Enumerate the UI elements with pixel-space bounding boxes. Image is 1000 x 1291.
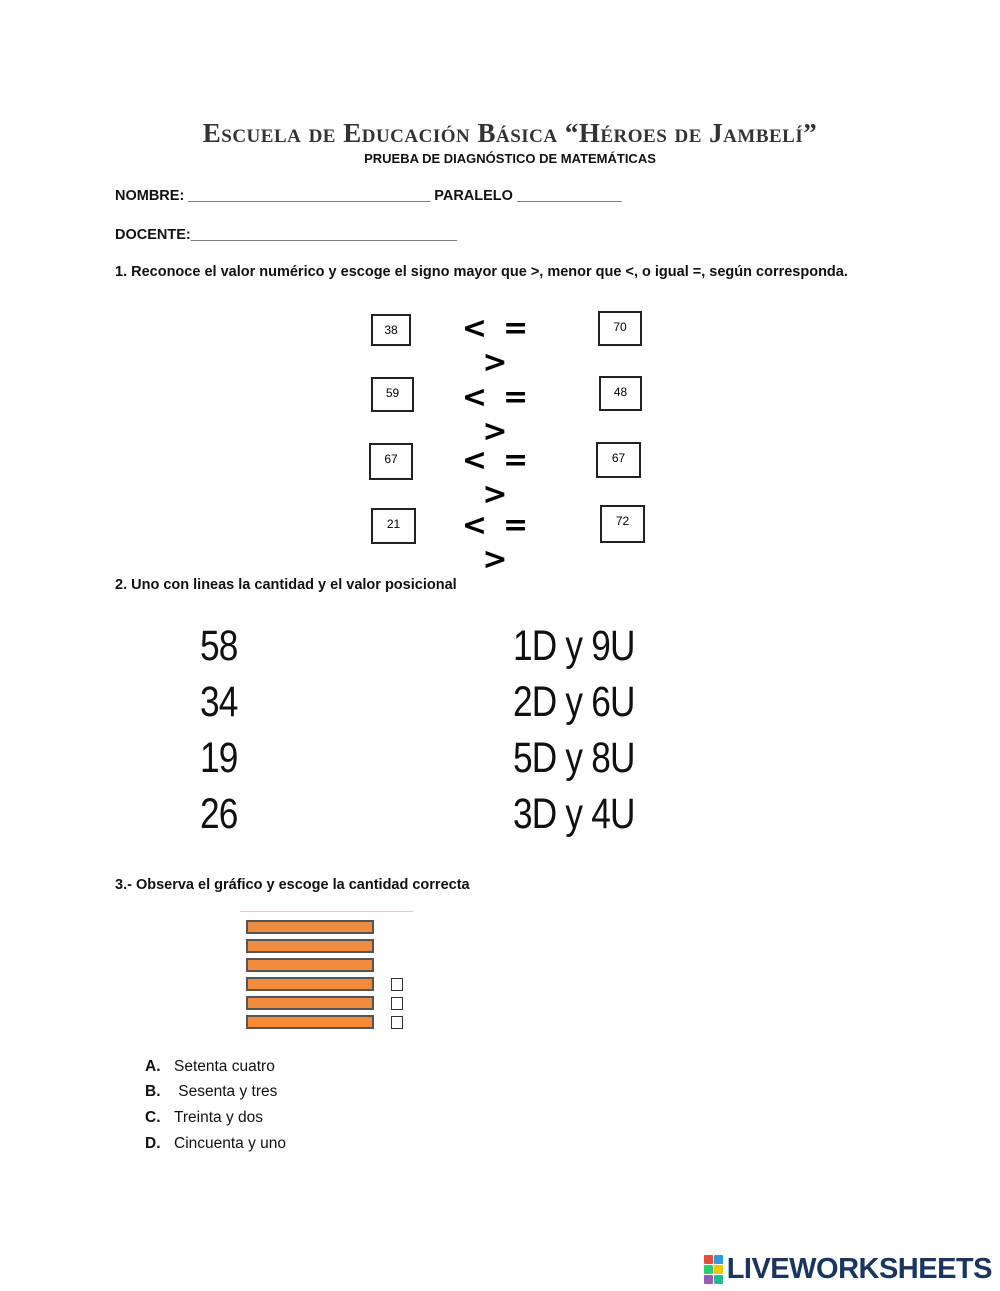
less-than-sign[interactable]: < (461, 443, 503, 478)
less-than-sign[interactable]: < (461, 380, 503, 415)
page-subtitle: PRUEBA DE DIAGNÓSTICO DE MATEMÁTICAS (364, 151, 656, 166)
quantity-item[interactable]: 58 (200, 622, 238, 670)
place-value-item[interactable]: 3D y 4U (513, 790, 635, 838)
nombre-paralelo-line: NOMBRE: ______________________________ PARALELO _____________ (115, 188, 622, 204)
sign-choices[interactable] (448, 381, 558, 449)
place-value-item[interactable]: 1D y 9U (513, 622, 635, 670)
right-number-box: 67 (596, 442, 641, 478)
sign-choices[interactable] (448, 444, 558, 512)
option-text: Cincuenta y uno (174, 1135, 287, 1152)
question-2-prompt: 2. Uno con lineas la cantidad y el valor posicional (115, 577, 457, 593)
ten-bar (246, 920, 374, 934)
right-number-box: 48 (599, 376, 642, 411)
unit-cube (391, 997, 403, 1010)
sign-choices[interactable] (448, 509, 558, 577)
less-than-sign[interactable]: < (461, 311, 503, 346)
unit-cube (391, 1016, 403, 1029)
unit-cube (391, 978, 403, 991)
question-3-prompt: 3.- Observa el gráfico y escoge la cantidad correcta (115, 877, 470, 893)
chart-top-rule (240, 911, 413, 912)
option-text: Sesenta y tres (174, 1083, 278, 1100)
less-than-sign[interactable]: < (461, 508, 503, 543)
logo-text: LIVEWORKSHEETS (726, 1253, 992, 1285)
left-number-box: 38 (371, 314, 411, 346)
greater-than-sign[interactable]: > (482, 542, 524, 577)
greater-than-sign[interactable]: > (482, 345, 524, 380)
ten-bar (246, 939, 374, 953)
option-b[interactable] (145, 1083, 277, 1101)
equal-sign[interactable]: = (503, 311, 545, 346)
ten-bar (246, 958, 374, 972)
right-number-box: 72 (600, 505, 645, 543)
option-c[interactable] (145, 1109, 263, 1127)
logo-mark-icon (704, 1255, 723, 1284)
ten-bar (246, 977, 374, 991)
option-letter: A. (145, 1058, 161, 1075)
greater-than-sign[interactable]: > (482, 477, 524, 512)
option-letter: B. (145, 1083, 161, 1100)
docente-line: DOCENTE:_________________________________ (115, 227, 457, 243)
left-number-box: 21 (371, 508, 416, 544)
sign-choices[interactable] (448, 312, 558, 380)
place-value-item[interactable]: 2D y 6U (513, 678, 635, 726)
equal-sign[interactable]: = (503, 443, 545, 478)
ten-bar (246, 1015, 374, 1029)
liveworksheets-logo[interactable] (704, 1253, 992, 1286)
equal-sign[interactable]: = (503, 380, 545, 415)
option-d[interactable] (145, 1135, 286, 1153)
quantity-item[interactable]: 19 (200, 734, 238, 782)
place-value-item[interactable]: 5D y 8U (513, 734, 635, 782)
option-text: Setenta cuatro (174, 1058, 275, 1075)
question-1-prompt: 1. Reconoce el valor numérico y escoge el signo mayor que >, menor que <, o igual =, según corresponda. (115, 264, 848, 280)
option-text: Treinta y dos (174, 1109, 264, 1126)
greater-than-sign[interactable]: > (482, 414, 524, 449)
quantity-item[interactable]: 26 (200, 790, 238, 838)
ten-bar (246, 996, 374, 1010)
left-number-box: 59 (371, 377, 414, 412)
quantity-item[interactable]: 34 (200, 678, 238, 726)
option-a[interactable] (145, 1058, 275, 1076)
option-letter: D. (145, 1135, 161, 1152)
left-number-box: 67 (369, 443, 413, 480)
right-number-box: 70 (598, 311, 642, 346)
option-letter: C. (145, 1109, 161, 1126)
school-title: Escuela de Educación Básica “Héroes de Jambelí” (202, 118, 818, 148)
equal-sign[interactable]: = (503, 508, 545, 543)
